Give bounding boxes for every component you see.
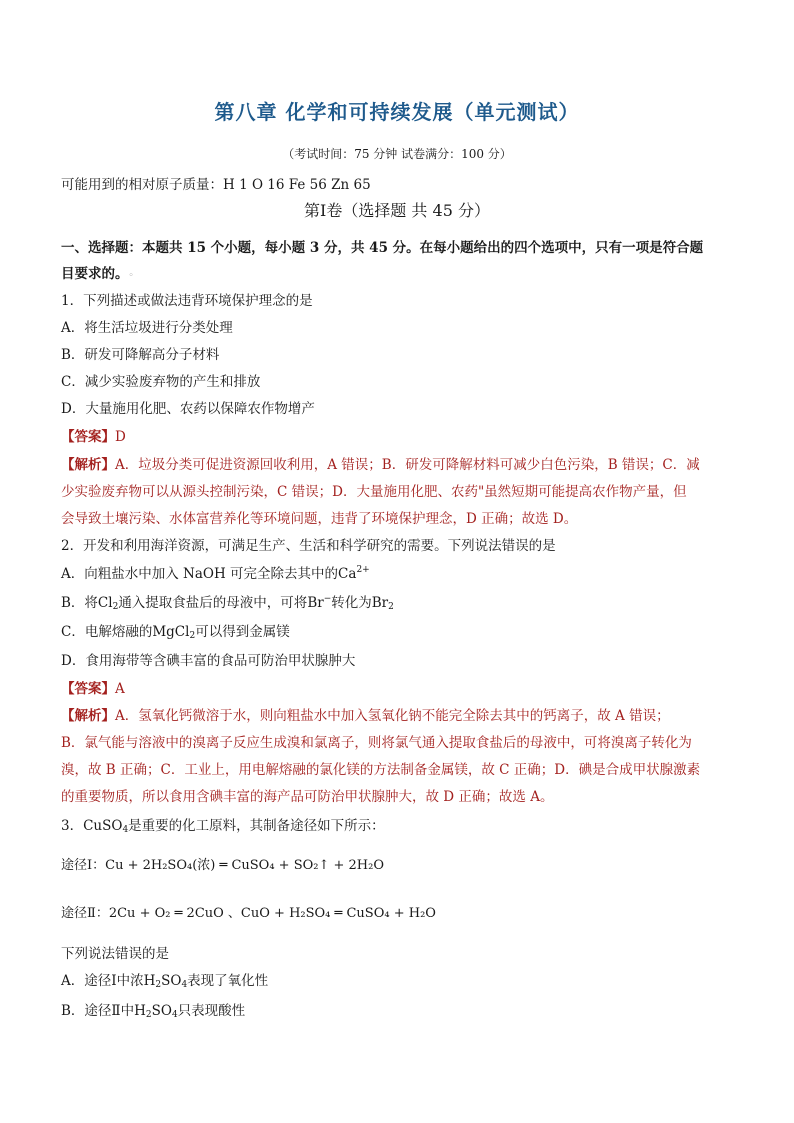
q2-option-b: B．将$Cl_2$通入提取食盐后的母液中，可将Br−转化为$Br_2$ <box>61 594 394 612</box>
q2-analysis-line-2: B．氯气能与溶液中的溴离子反应生成溴和氯离子，则将氯气通入提取食盐后的母液中，可将溴离子转化为 <box>61 735 692 751</box>
q2-option-a: A．向粗盐水中加入 NaOH 可完全除去其中的$Ca^{2+}$ <box>61 565 370 582</box>
q1-analysis-line-1: 【解析】A．垃圾分类可促进资源回收利用，A 错误；B．研发可降解材料可减少白色污染，B 错误；C．减 <box>61 457 700 473</box>
q1-analysis-line-3: 会导致土壤污染、水体富营养化等环境问题，违背了环境保护理念，D 正确；故选 D。 <box>61 511 578 527</box>
q3-option-b: B．途径Ⅱ中$H_2SO_4$只表现酸性 <box>61 1003 246 1020</box>
q1-option-b: B．研发可降解高分子材料 <box>61 347 220 363</box>
q2-option-d: D．食用海带等含碘丰富的食品可防治甲状腺肿大 <box>61 653 356 669</box>
q1-analysis-line-2: 少实验废弃物可以从源头控制污染，C 错误；D．大量施用化肥、农药"虽然短期可能提高农作物产量，但 <box>61 484 687 500</box>
q1-option-d: D．大量施用化肥、农药以保障农作物增产 <box>61 401 315 417</box>
q3-stem-2: 下列说法错误的是 <box>61 946 169 962</box>
q2-analysis-line-4: 的重要物质，所以食用含碘丰富的海产品可防治甲状腺肿大，故 D 正确；故选 A。 <box>61 789 554 805</box>
q3-route-1: 途径Ⅰ：Cu + 2H₂SO₄(浓) ═ CuSO₄ + SO₂↑ + 2H₂O <box>61 858 384 873</box>
page-title: 第八章 化学和可持续发展（单元测试） <box>214 100 580 124</box>
instruction-line-2: 目要求的。◦ <box>61 266 134 282</box>
exam-info: （考试时间：75 分钟 试卷满分：100 分） <box>282 147 512 161</box>
atomic-mass-line: 可能用到的相对原子质量：H 1 O 16 Fe 56 Zn 65 <box>61 177 371 193</box>
route-1-equation: Cu + 2H₂SO₄(浓) ═ CuSO₄ + SO₂↑ + 2H₂O <box>105 858 384 873</box>
q1-answer: 【答案】D <box>61 429 126 445</box>
q1-option-a: A．将生活垃圾进行分类处理 <box>61 320 233 336</box>
q2-answer: 【答案】A <box>61 681 125 697</box>
route-2-equation: 2Cu + O₂ ═ 2CuO 、CuO + H₂SO₄ ═ CuSO₄ + H₂O <box>108 906 436 921</box>
q1-option-c: C．减少实验废弃物的产生和排放 <box>61 374 261 390</box>
q2-analysis-line-1: 【解析】A．氢氧化钙微溶于水，则向粗盐水中加入氢氧化钠不能完全除去其中的钙离子，故 A 错误； <box>61 708 670 724</box>
q3-stem: 3．CuSO$_4$是重要的化工原料，其制备途径如下所示： <box>61 818 385 835</box>
q2-stem: 2．开发和利用海洋资源，可满足生产、生活和科学研究的需要。下列说法错误的是 <box>61 538 556 554</box>
q2-analysis-line-3: 溴，故 B 正确；C．工业上，用电解熔融的氯化镁的方法制备金属镁，故 C 正确；D．碘是合成甲状腺激素 <box>61 762 701 778</box>
q3-option-a: A．途径Ⅰ中浓$H_2SO_4$表现了氧化性 <box>61 973 269 990</box>
section-heading: 第Ⅰ卷（选择题 共 45 分） <box>304 201 490 220</box>
q3-route-2: 途径Ⅱ：2Cu + O₂ ═ 2CuO 、CuO + H₂SO₄ ═ CuSO₄ + H₂O <box>61 906 436 921</box>
q2-option-c: C．电解熔融的MgCl$_2$可以得到金属镁 <box>61 624 290 641</box>
q1-stem: 1．下列描述或做法违背环境保护理念的是 <box>61 293 313 309</box>
instruction-line-1: 一、选择题：本题共 15 个小题，每小题 3 分，共 45 分。在每小题给出的四个选项中，只有一项是符合题 <box>61 240 704 256</box>
